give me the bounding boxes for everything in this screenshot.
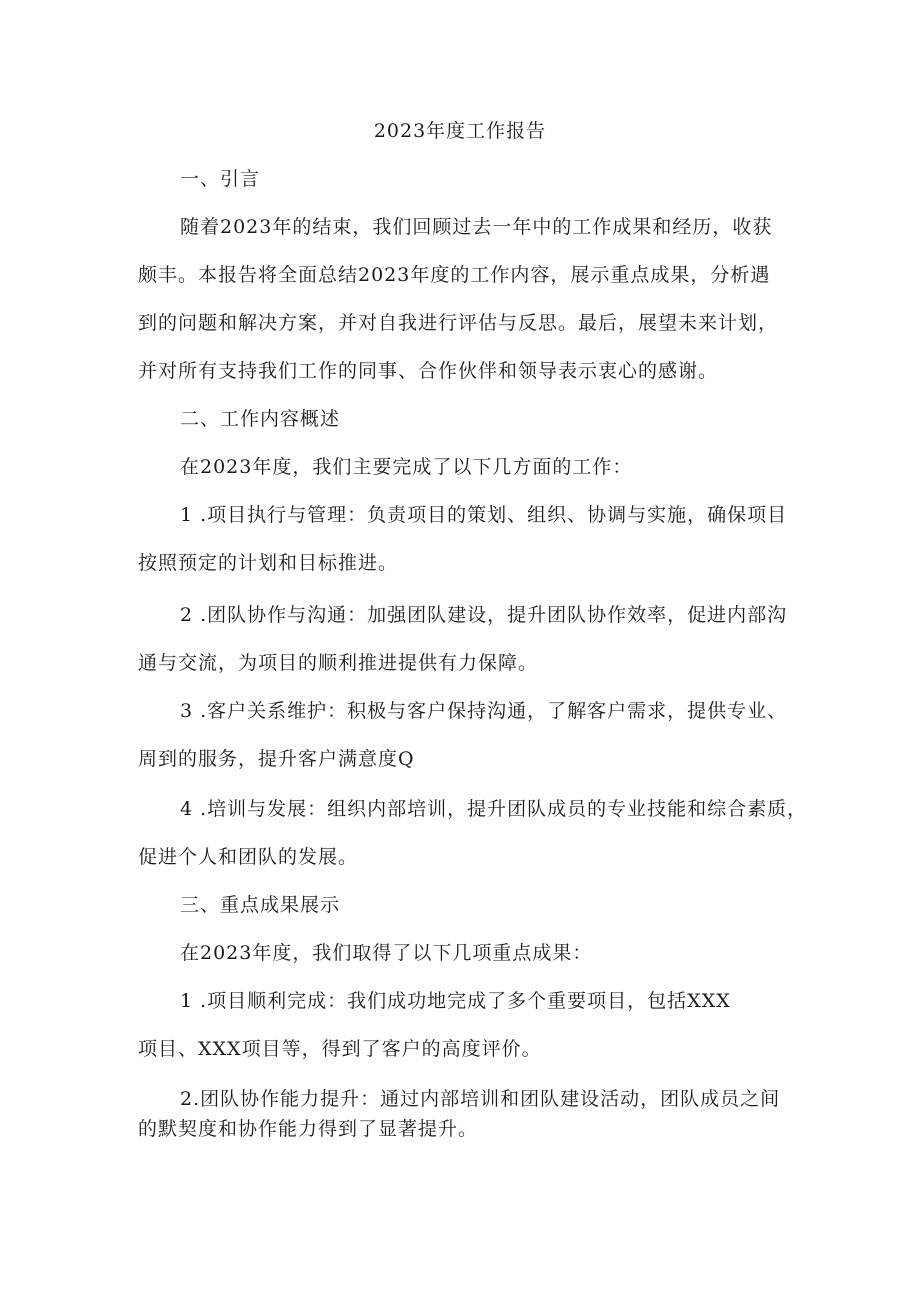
page-title: 2023年度工作报告 [373,120,547,142]
list-item: 2.团队协作能力提升：通过内部培训和团队建设活动，团队成员之间 [180,1088,781,1110]
paragraph-line: 颇丰。本报告将全面总结2023年度的工作内容，展示重点成果，分析遇 [138,264,771,286]
list-item: 3 .客户关系维护：积极与客户保持沟通，了解客户需求，提供专业、 [180,700,788,722]
list-item: 1 .项目执行与管理：负责项目的策划、组织、协调与实施，确保项目 [180,504,788,526]
list-item-continuation: 按照预定的计划和目标推进。 [138,552,399,574]
list-item-continuation: 的默契度和协作能力得到了显著提升。 [138,1118,479,1140]
paragraph-line: 随着2023年的结束，我们回顾过去一年中的工作成果和经历，收获 [180,216,773,238]
list-item: 1 .项目顺利完成：我们成功地完成了多个重要项目，包括XXX [180,990,731,1012]
section-heading-work-overview: 二、工作内容概述 [180,408,341,430]
list-item-continuation: 项目、XXX项目等，得到了客户的高度评价。 [138,1038,542,1060]
list-item-continuation: 促进个人和团队的发展。 [138,846,359,868]
paragraph-line: 并对所有支持我们工作的同事、合作伙伴和领导表示衷心的感谢。 [138,360,719,382]
section-heading-key-results: 三、重点成果展示 [180,894,341,916]
list-item: 2 .团队协作与沟通：加强团队建设，提升团队协作效率，促进内部沟 [180,604,788,626]
section-heading-intro: 一、引言 [180,168,261,190]
list-item: 4 .培训与发展：组织内部培训，提升团队成员的专业技能和综合素质， [180,798,808,820]
paragraph-line: 到的问题和解决方案，并对自我进行评估与反思。最后，展望未来计划， [138,312,779,334]
paragraph-line: 在2023年度，我们主要完成了以下几方面的工作： [180,456,633,478]
list-item-continuation: 通与交流，为项目的顺利推进提供有力保障。 [138,652,539,674]
paragraph-line: 在2023年度，我们取得了以下几项重点成果： [180,942,593,964]
list-item-continuation: 周到的服务，提升客户满意度Q [138,748,415,770]
